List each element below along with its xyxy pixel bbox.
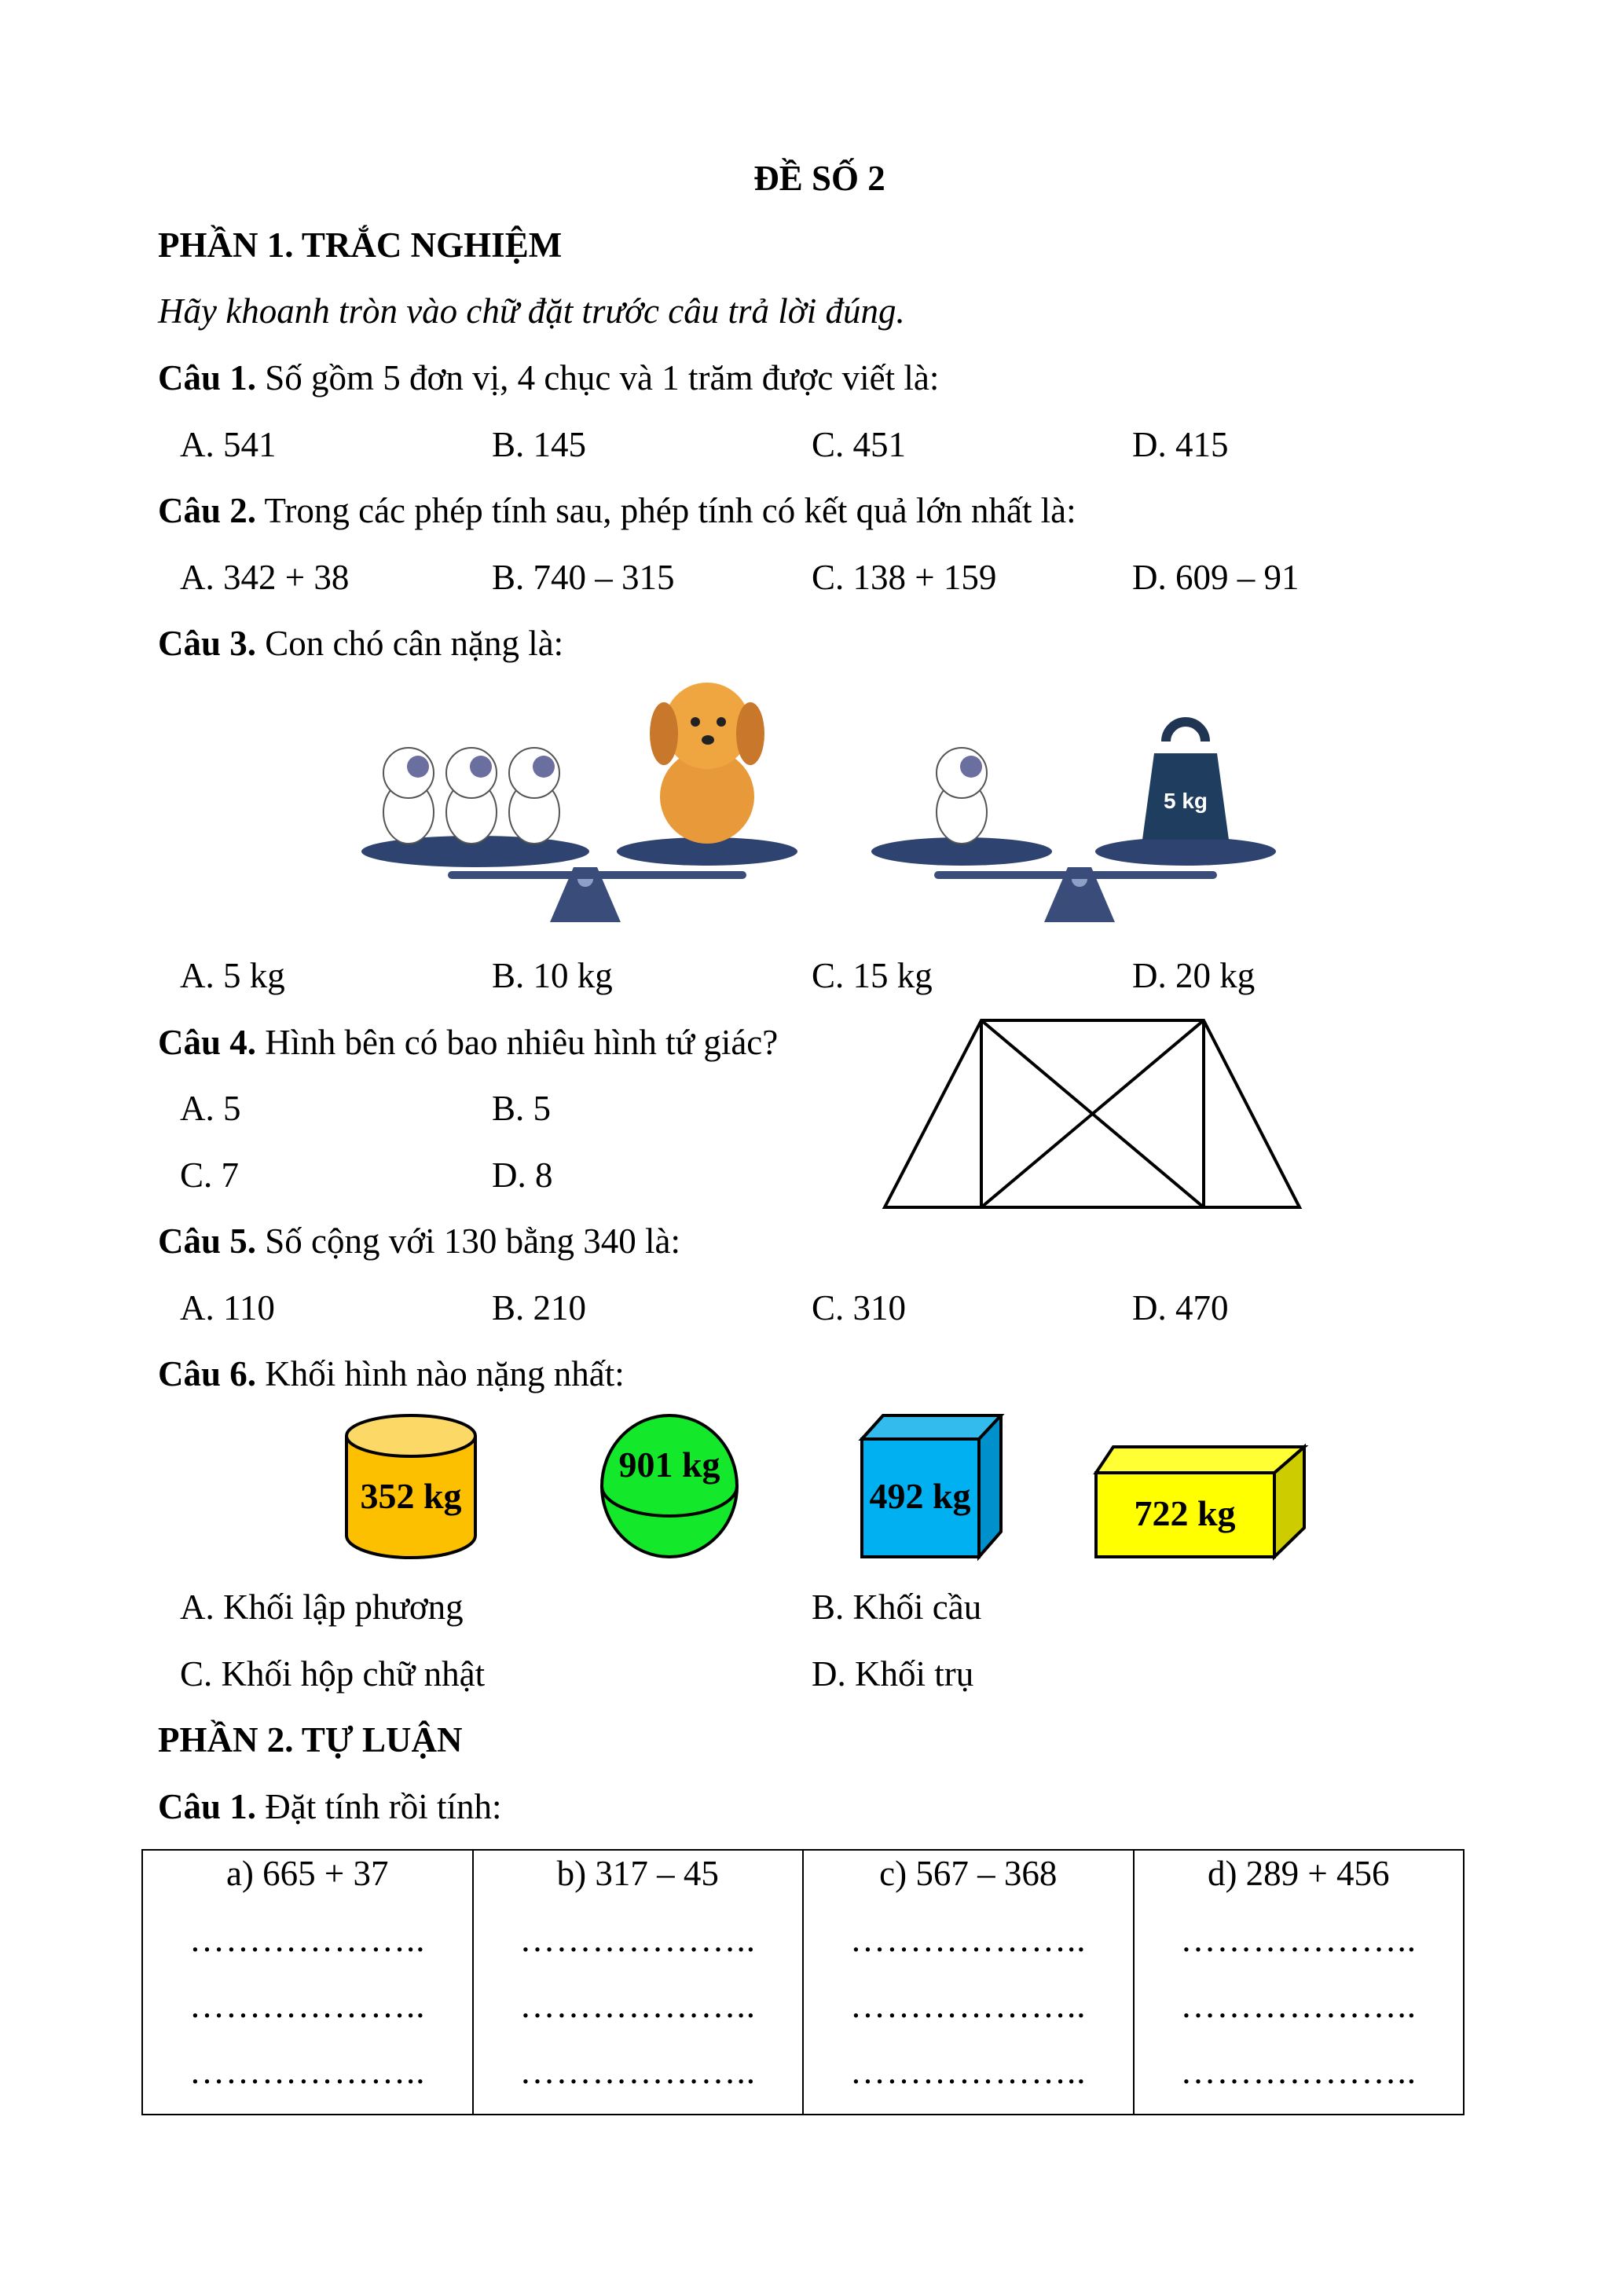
page-title: ĐỀ SỐ 2 — [753, 159, 885, 198]
option-b[interactable]: B. Khối cầu — [812, 1587, 982, 1627]
answer-line: ……………….. — [1180, 2052, 1417, 2091]
answer-line: ……………….. — [850, 1986, 1087, 2025]
question-text: Hình bên có bao nhiêu hình tứ giác? — [265, 1023, 779, 1062]
answer-line: ……………….. — [850, 1920, 1087, 1959]
option-c[interactable]: C. 7 — [180, 1155, 240, 1195]
question-text: Số cộng với 130 bằng 340 là: — [265, 1221, 681, 1261]
cat-icon — [509, 748, 559, 844]
cylinder-shape — [344, 1414, 478, 1559]
answer-line: ……………….. — [189, 1986, 426, 2025]
sphere-shape — [599, 1414, 739, 1559]
part1-heading: PHẦN 1. TRẮC NGHIỆM — [158, 225, 563, 265]
option-d[interactable]: D. 20 kg — [1132, 956, 1256, 995]
option-a[interactable]: A. Khối lập phương — [180, 1587, 464, 1627]
option-c[interactable]: C. 15 kg — [812, 956, 933, 995]
question-1 — [158, 357, 939, 399]
dog-icon — [650, 683, 764, 844]
question-label: Câu 6. — [158, 1354, 257, 1393]
option-c[interactable]: C. Khối hộp chữ nhật — [180, 1654, 486, 1694]
cube-shape — [860, 1414, 1003, 1559]
instruction: Hãy khoanh tròn vào chữ đặt trước câu trả lời đúng. — [158, 291, 905, 331]
option-c[interactable]: C. 138 + 159 — [812, 558, 997, 597]
question-3 — [158, 622, 563, 665]
answer-line: ……………….. — [519, 1920, 756, 1959]
question-6 — [158, 1353, 625, 1395]
question-label: Câu 2. — [158, 491, 257, 530]
option-b[interactable]: B. 5 — [492, 1089, 552, 1128]
calculation-table — [141, 1849, 1465, 2115]
shape-weight: 492 kg — [869, 1476, 971, 1516]
question-text: Số gồm 5 đơn vị, 4 chục và 1 trăm được viết là: — [265, 358, 940, 397]
calculation-prompt: d) 289 + 456 — [1207, 1854, 1390, 1893]
question-label: Câu 5. — [158, 1221, 257, 1261]
part2-question-1 — [158, 1785, 502, 1828]
balance-scale-cat-weight — [871, 679, 1276, 930]
part2-heading: PHẦN 2. TỰ LUẬN — [158, 1720, 463, 1760]
question-text: Con chó cân nặng là: — [265, 624, 564, 663]
answer-line: ……………….. — [519, 2052, 756, 2091]
answer-line: ……………….. — [189, 1920, 426, 1959]
weight-icon — [1142, 722, 1229, 840]
question-text: Đặt tính rồi tính: — [265, 1787, 502, 1826]
calculation-prompt: a) 665 + 37 — [225, 1854, 389, 1893]
option-d[interactable]: D. 470 — [1132, 1288, 1229, 1327]
calculation-cell[interactable] — [1134, 1850, 1465, 2115]
answer-line: ……………….. — [189, 2052, 426, 2091]
calculation-cell[interactable] — [142, 1850, 473, 2115]
question-label: Câu 1. — [158, 358, 257, 397]
question-2 — [158, 489, 1076, 532]
option-c[interactable]: C. 451 — [812, 425, 907, 464]
quadrilateral-figure — [883, 1019, 1301, 1209]
option-b[interactable]: B. 740 – 315 — [492, 558, 675, 597]
question-label: Câu 4. — [158, 1023, 257, 1062]
option-b[interactable]: B. 145 — [492, 425, 587, 464]
question-text: Trong các phép tính sau, phép tính có kết quả lớn nhất là: — [264, 491, 1076, 530]
option-d[interactable]: D. 609 – 91 — [1132, 558, 1300, 597]
answer-line: ……………….. — [1180, 1986, 1417, 2025]
question-label: Câu 3. — [158, 624, 257, 663]
shape-weight: 901 kg — [618, 1445, 720, 1485]
option-d[interactable]: D. 415 — [1132, 425, 1229, 464]
option-b[interactable]: B. 10 kg — [492, 956, 613, 995]
question-5 — [158, 1220, 680, 1262]
answer-line: ……………….. — [850, 2052, 1087, 2091]
shape-weight: 722 kg — [1134, 1493, 1236, 1533]
option-c[interactable]: C. 310 — [812, 1288, 907, 1327]
calculation-cell[interactable] — [803, 1850, 1134, 2115]
option-a[interactable]: A. 342 + 38 — [180, 558, 350, 597]
option-b[interactable]: B. 210 — [492, 1288, 587, 1327]
answer-line: ……………….. — [1180, 1920, 1417, 1959]
shape-weight: 352 kg — [360, 1476, 462, 1516]
option-a[interactable]: A. 110 — [180, 1288, 275, 1327]
cat-icon — [383, 748, 434, 844]
answer-line: ……………….. — [519, 1986, 756, 2025]
option-a[interactable]: A. 5 kg — [180, 956, 285, 995]
balance-scale-cats-dog — [361, 679, 833, 930]
calculation-prompt: c) 567 – 368 — [879, 1854, 1058, 1893]
rectangular-box-shape — [1094, 1445, 1307, 1559]
calculation-cell[interactable] — [473, 1850, 804, 2115]
scale-base — [448, 867, 746, 922]
option-a[interactable]: A. 5 — [180, 1089, 241, 1128]
option-a[interactable]: A. 541 — [180, 425, 277, 464]
question-label: Câu 1. — [158, 1787, 257, 1826]
option-d[interactable]: D. 8 — [492, 1155, 553, 1195]
question-text: Khối hình nào nặng nhất: — [265, 1354, 625, 1393]
cat-icon — [446, 748, 497, 844]
option-d[interactable]: D. Khối trụ — [812, 1654, 974, 1694]
question-4 — [158, 1021, 778, 1064]
calculation-prompt: b) 317 – 45 — [556, 1854, 719, 1893]
cat-icon — [937, 748, 987, 844]
weight-label: 5 kg — [1163, 789, 1208, 813]
